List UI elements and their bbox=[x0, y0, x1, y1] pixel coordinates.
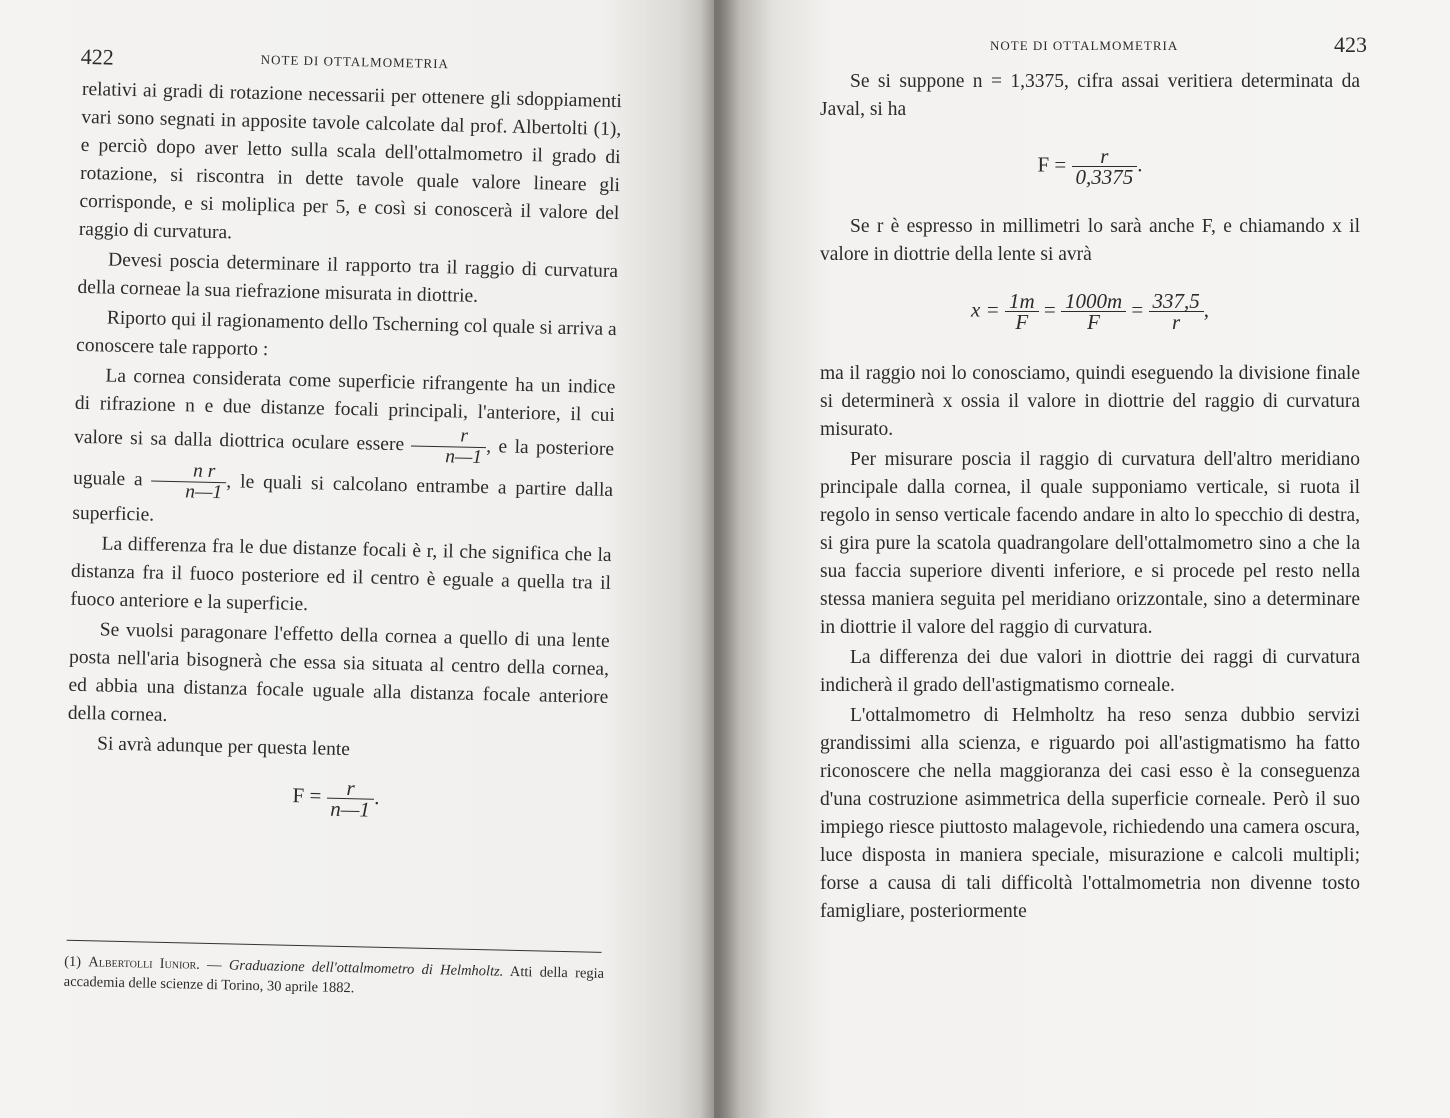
paragraph: Si avrà adunque per questa lente bbox=[96, 733, 351, 761]
fraction-numerator: r bbox=[1100, 144, 1109, 168]
book-gutter bbox=[700, 0, 740, 1118]
fraction-numerator: r bbox=[346, 776, 355, 801]
fraction-denominator: F bbox=[1061, 311, 1126, 332]
fraction-denominator: F bbox=[1005, 311, 1039, 332]
footnote-rest: Atti della regia accademia delle scienze di Torino, 30 aprile 1882. bbox=[63, 963, 605, 997]
fraction-numerator: n r bbox=[192, 460, 216, 483]
fraction-numerator: r bbox=[460, 425, 469, 447]
paragraph: La differenza dei due valori in diottrie dei raggi di curvatura indicherà il grado dell'astigmatismo corneale. bbox=[820, 647, 1360, 696]
paragraph: Riporto qui il ragionamento dello Tscherning col quale si arriva a conoscere tale rapporto : bbox=[75, 307, 617, 361]
fraction bbox=[326, 778, 375, 820]
right-body-text bbox=[820, 68, 1360, 928]
paragraph: La cornea considerata come superficie rifrangente ha un indice di rifrazione n e due distanze focali principali, l'anteriore, il cui valore si sa dalla diottrica oculare essere $\frac{r}{n—1}$ , e la posteriore uguale a $\frac{\text{n r}}{n—1}$ , le quali si calcolano entrambe a partire dalla superficie. bbox=[72, 365, 616, 526]
fraction-denominator: n—1 bbox=[326, 798, 374, 820]
fraction-denominator: r bbox=[1149, 311, 1204, 332]
page-number-right: 423 bbox=[1334, 32, 1367, 57]
paragraph: Se r è espresso in millimetri lo sarà anche F, e chiamando x il valore in diottrie della lente si avrà bbox=[820, 216, 1360, 265]
paragraph: Per misurare poscia il raggio di curvatura dell'altro meridiano principale dalla cornea, il quale supponiamo verticale, si ruota il regolo in senso verticale facendo andare in alto lo specchio di destra, si gira pure la scatola quadrangolare dell'ottalmometro sino a che la sua faccia superiore diventi inferiore, e si procede pel resto nella stessa maniera seguita pel meridiano orizzontale, sino a determinare in diottrie il valore del raggio di curvatura. bbox=[820, 449, 1360, 638]
paragraph: relativi ai gradi di rotazione necessarii per ottenere gli sdoppiamenti vari sono segnati in apposite tavole calcolate dal prof. Albertolti (1), e perciò dopo aver letto sulla scala dell'ottalmometro il grado di rotazione, si riscontra in dette tavole quale valore lineare gli corrisponde, e si moliplica per 5, e così si conoscerà il valore del raggio di curvatura. bbox=[78, 78, 623, 244]
footnote-rule bbox=[67, 940, 602, 953]
equation: F = $\frac{r}{0,3375}$ . bbox=[1037, 144, 1143, 189]
footnote: (1) Albertolli Iunior. — Graduazione dell'ottalmometro di Helmholtz. Atti della regia accademia delle scienze di Torino, 30 aprile 1882. bbox=[63, 953, 605, 997]
fraction bbox=[1149, 291, 1204, 332]
paragraph: Devesi poscia determinare il rapporto tra il raggio di curvatura della corneae la sua riefrazione misurata in diottrie. bbox=[77, 249, 619, 307]
page-number-left: 422 bbox=[80, 43, 115, 70]
fraction bbox=[1005, 291, 1039, 332]
paragraph: ma il raggio noi lo conosciamo, quindi eseguendo la divisione finale si determinerà x ossia il valore in diottrie del raggio di curvatura misurato. bbox=[820, 363, 1360, 440]
fraction-denominator: n—1 bbox=[151, 481, 226, 504]
fraction bbox=[151, 461, 227, 504]
fraction-numerator: 1m bbox=[1008, 289, 1035, 313]
left-page bbox=[0, 0, 714, 1118]
paragraph: L'ottalmometro di Helmholtz ha reso senza dubbio servizi grandissimi alla scienza, e riguardo poi all'astigmatismo ha fatto riconoscere che nella maggioranza dei casi esso è la conseguenza d'una costruzione asimmetrica della superficie corneale. Però il suo impiego riesce piuttosto malagevole, richiedendo una camera oscura, luce disposta in maniera speciale, misurazione e calcoli multipli; forse a causa di tali difficoltà l'ottalmometria non divenne tosto famigliare, posteriormente bbox=[820, 705, 1360, 922]
fraction-numerator: 337,5 bbox=[1152, 289, 1200, 313]
text-span: e la posteriore uguale a bbox=[72, 436, 615, 491]
footnote-author: Albertolli Iunior. bbox=[88, 954, 201, 973]
paragraph: Se vuolsi paragonare l'effetto della cornea a quello di una lente posta nell'aria bisognerà che essa sia situata al centro della cornea, ed abbia una distanza focale uguale alla distanza focale anteriore della cornea. bbox=[67, 619, 610, 726]
footnote-title: Graduazione dell'ottalmometro di Helmholtz. bbox=[228, 957, 504, 980]
text-span: le quali si calcolano entrambe a partire dalla superficie. bbox=[72, 471, 614, 526]
fraction-denominator: n—1 bbox=[411, 445, 486, 468]
fraction-denominator: 0,3375 bbox=[1072, 166, 1138, 187]
left-body-text bbox=[65, 76, 622, 839]
text-span: La cornea considerata come superficie rifrangente ha un indice di rifrazione n e due distanze focali principali, l'anteriore, il cui valore si sa dalla diottrica oculare essere bbox=[73, 365, 616, 456]
equation-lhs: F = bbox=[1037, 152, 1067, 177]
equation: F = $\frac{r}{n—1}$ . bbox=[292, 776, 380, 822]
paragraph: La differenza fra le due distanze focali è r, il che significa che la distanza fra il fuoco posteriore ed il centro è eguale a quella tra il fuoco anteriore e la superficie. bbox=[70, 533, 612, 616]
equation-lhs: F = bbox=[292, 783, 322, 808]
equation-lhs: x = bbox=[970, 297, 1000, 322]
fraction bbox=[1072, 146, 1138, 187]
fraction-numerator: 1000m bbox=[1065, 289, 1123, 313]
paragraph: Se si suppone n = 1,3375, cifra assai veritiera determinata da Javal, si ha bbox=[820, 71, 1360, 120]
fraction bbox=[411, 425, 487, 468]
fraction bbox=[1061, 291, 1126, 332]
running-header-right: NOTE DI OTTALMOMETRIA bbox=[990, 38, 1179, 53]
right-page bbox=[714, 0, 1450, 1118]
running-header-left: NOTE DI OTTALMOMETRIA bbox=[260, 51, 450, 72]
footnote-mark: (1) bbox=[64, 953, 82, 971]
equation: x = $\frac{1m}{F}$ = $\frac{1000m}{F}$ = $\frac{337,5}{r}$ , bbox=[970, 289, 1210, 334]
